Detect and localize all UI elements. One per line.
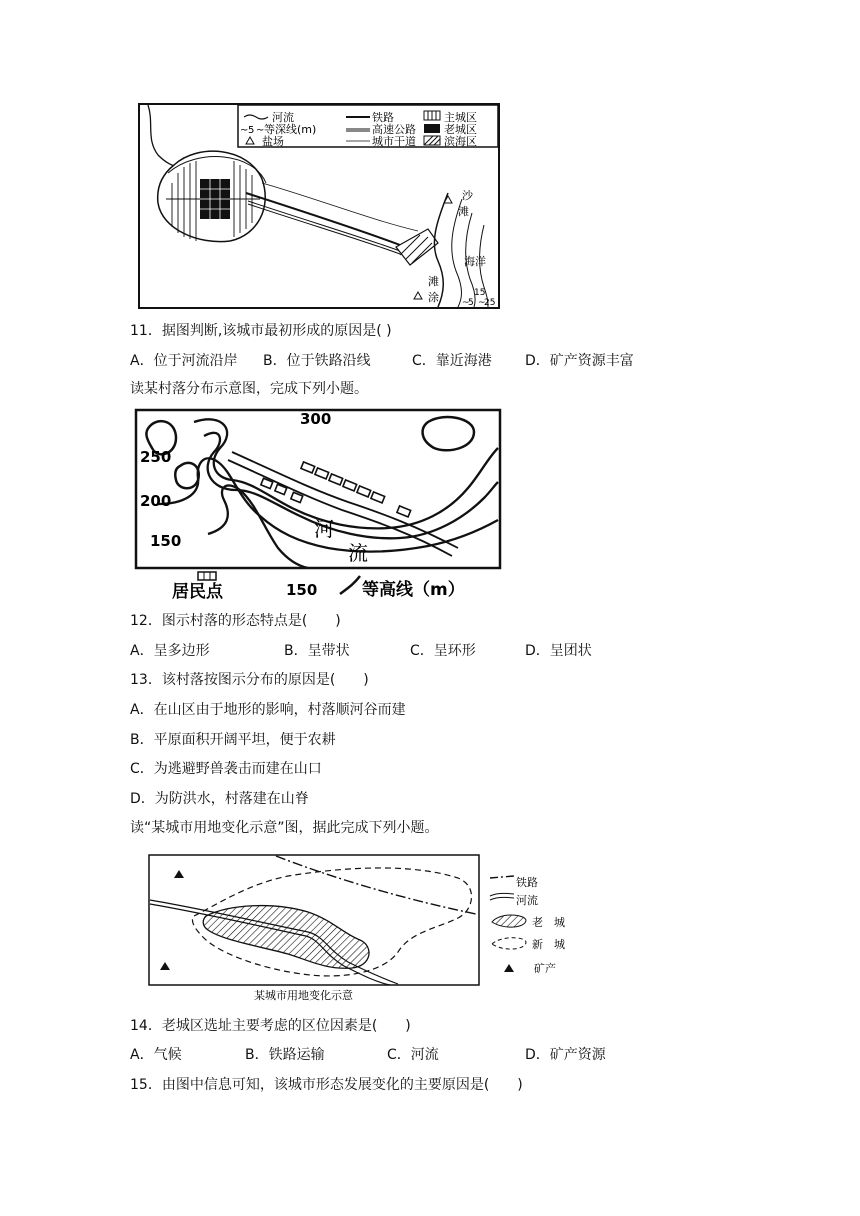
legend-mine-label: 矿产 <box>534 962 556 975</box>
tidal-label-1: 滩 <box>428 275 439 288</box>
legend-new-city-label: 新 城 <box>532 938 565 951</box>
q11-option-a[interactable]: A．位于河流沿岸 <box>130 353 238 369</box>
legend-main-city-label: 主城区 <box>444 111 477 124</box>
figure-caption: 某城市用地变化示意 <box>254 989 353 1002</box>
legend-isobath-label: 等深线(m) <box>264 123 317 136</box>
legend-saltfield-label: 盐场 <box>262 135 284 148</box>
q11-option-b[interactable]: B．位于铁路沿线 <box>263 353 371 369</box>
svg-text:~: ~ <box>478 298 486 308</box>
village-contour-map <box>128 408 503 600</box>
land-use-change-map <box>148 854 580 1006</box>
q13-stem: 13．该村落按图示分布的原因是( ) <box>130 672 369 688</box>
contour-200-label: 200 <box>140 492 172 510</box>
q11-option-d[interactable]: D．矿产资源丰富 <box>525 353 634 369</box>
legend-old-city-label: 老城区 <box>444 123 477 136</box>
q12-option-b[interactable]: B．呈带状 <box>284 643 350 659</box>
intro-land-use-map: 读“某城市用地变化示意”图，据此完成下列小题。 <box>130 820 439 836</box>
sand-label-2: 滩 <box>458 205 469 218</box>
legend-rail-label: 铁路 <box>516 876 538 889</box>
legend-contour-label: 等高线（m） <box>362 580 465 600</box>
city-location-map <box>138 103 500 309</box>
q14-stem: 14．老城区选址主要考虑的区位因素是( ) <box>130 1018 411 1034</box>
river-label-1: 河 <box>314 517 334 541</box>
contour-250-label: 250 <box>140 448 172 466</box>
q14-option-b[interactable]: B．铁路运输 <box>245 1047 325 1063</box>
svg-text:~: ~ <box>256 125 265 136</box>
q12-option-a[interactable]: A．呈多边形 <box>130 643 210 659</box>
q14-option-d[interactable]: D．矿产资源 <box>525 1047 606 1063</box>
isobath-25-label: 25 <box>484 298 496 308</box>
sand-label-1: 沙 <box>462 189 473 202</box>
svg-text:~: ~ <box>462 298 470 308</box>
legend-coastal-label: 滨海区 <box>444 135 477 148</box>
legend-expressway-label: 高速公路 <box>372 123 416 136</box>
q11-option-c[interactable]: C．靠近海港 <box>412 353 492 369</box>
q12-option-d[interactable]: D．呈团状 <box>525 643 592 659</box>
q13-option-d[interactable]: D．为防洪水，村落建在山脊 <box>130 791 309 807</box>
legend-isobath-sample: 5 <box>248 125 255 136</box>
city-location-map-svg <box>138 103 500 309</box>
contour-300-label: 300 <box>300 410 332 428</box>
legend-arterial-label: 城市干道 <box>372 135 416 148</box>
tidal-label-2: 涂 <box>428 291 439 304</box>
land-use-change-map-svg <box>148 854 580 1006</box>
q12-stem: 12．图示村落的形态特点是( ) <box>130 613 341 629</box>
isobath-5-label: 5 <box>468 298 474 308</box>
legend-river-label: 河流 <box>516 894 538 907</box>
village-contour-map-svg <box>128 408 503 600</box>
sea-label: 海洋 <box>464 255 486 268</box>
q13-option-c[interactable]: C．为逃避野兽袭击而建在山口 <box>130 761 322 777</box>
q13-option-a[interactable]: A．在山区由于地形的影响，村落顺河谷而建 <box>130 702 406 718</box>
q12-option-c[interactable]: C．呈环形 <box>410 643 476 659</box>
river-label-2: 流 <box>348 541 368 565</box>
q15-stem: 15．由图中信息可知，该城市形态发展变化的主要原因是( ) <box>130 1077 523 1093</box>
q14-option-a[interactable]: A．气候 <box>130 1047 182 1063</box>
legend-settlement-label: 居民点 <box>172 582 223 600</box>
legend-old-city-label: 老 城 <box>532 916 565 929</box>
legend-railway-label: 铁路 <box>372 111 394 124</box>
isobath-15-label: 15 <box>474 288 486 298</box>
intro-village-map: 读某村落分布示意图，完成下列小题。 <box>130 381 368 397</box>
svg-text:~: ~ <box>240 125 249 136</box>
q14-option-c[interactable]: C．河流 <box>387 1047 439 1063</box>
legend-contour-value: 150 <box>286 581 318 599</box>
q13-option-b[interactable]: B．平原面积开阔平坦，便于农耕 <box>130 732 336 748</box>
legend-river-label: 河流 <box>272 111 294 124</box>
q11-stem: 11．据图判断,该城市最初形成的原因是( ) <box>130 323 392 339</box>
contour-150-label: 150 <box>150 532 182 550</box>
